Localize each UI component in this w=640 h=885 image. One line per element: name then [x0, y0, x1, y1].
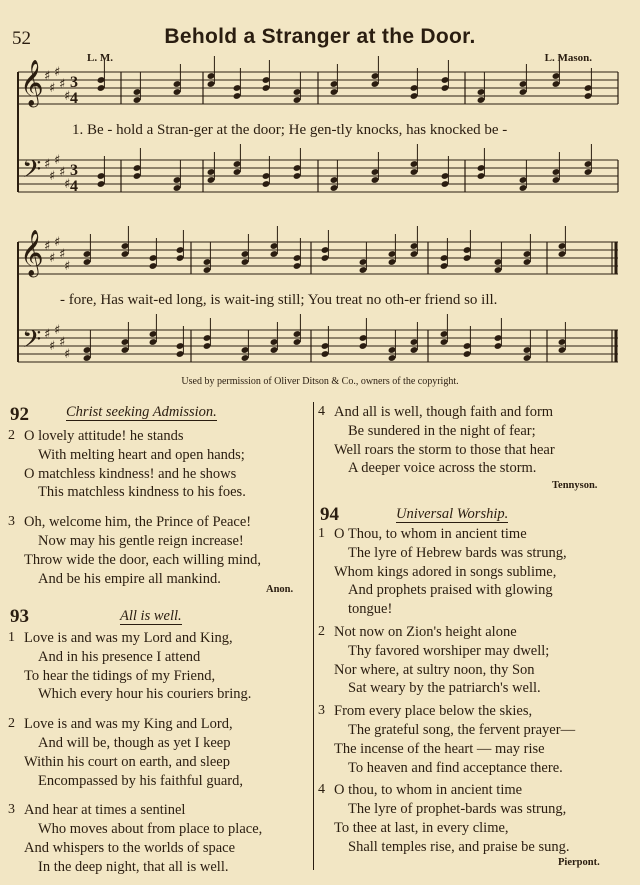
sharp-icon: ♯ [49, 339, 56, 354]
verse-line: Sat weary by the patriarch's well. [348, 680, 541, 697]
verse-line: Oh, welcome him, the Prince of Peace! [24, 514, 252, 531]
time-signature: 3 [70, 74, 78, 91]
hymn-title: Universal Worship. [396, 506, 509, 522]
sharp-icon: ♯ [49, 81, 56, 96]
hymn-tune-title: Behold a Stranger at the Door. [164, 25, 476, 48]
verse-line: Nor where, at sultry noon, thy Son [334, 661, 535, 678]
verse-line: Encompassed by his faithful guard, [38, 772, 243, 789]
verse-number: 3 [318, 703, 325, 719]
verse-number: 3 [8, 514, 15, 530]
sharp-icon: ♯ [54, 235, 61, 250]
sharp-icon: ♯ [44, 239, 51, 254]
sharp-icon: ♯ [59, 247, 66, 262]
verse-number: 2 [8, 428, 15, 443]
music-score [0, 0, 640, 400]
verse-line: To heaven and find acceptance there. [348, 759, 563, 776]
verse-number: 3 [8, 802, 15, 818]
verse-line: Whom kings adored in songs sublime, [334, 563, 557, 580]
hymn-author: Anon. [266, 584, 294, 595]
sharp-icon: ♯ [64, 89, 71, 104]
verse-number: 1 [318, 526, 325, 541]
verse-line: A deeper voice across the storm. [348, 460, 537, 477]
verse-number: 2 [8, 716, 15, 732]
verse-line: Love is and was my Lord and King, [24, 630, 233, 646]
verse-line: Which every hour his couriers bring. [38, 686, 252, 703]
verse-line: And be his empire all mankind. [38, 570, 221, 587]
verse-number: 4 [318, 782, 325, 798]
verse-line: And whispers to the worlds of space [24, 839, 236, 856]
hymn-number: 94 [320, 504, 339, 525]
sharp-icon: ♯ [44, 327, 51, 342]
hymn-number: 93 [10, 606, 29, 627]
verse-line: This matchless kindness to his foes. [38, 484, 246, 501]
time-signature: 4 [70, 90, 78, 107]
sharp-icon: ♯ [54, 65, 61, 80]
lyrics-line-2: - fore, Has wait-ed long, is wait-ing still; You treat no oth-er friend so ill. [60, 292, 498, 308]
verse-number: 1 [8, 630, 15, 645]
bass-clef: 𝄢 [22, 325, 42, 360]
sharp-icon: ♯ [64, 347, 71, 362]
verse-number: 2 [318, 624, 325, 639]
column-divider [313, 402, 314, 870]
verse-line: Not now on Zion's height alone [334, 624, 517, 640]
meter-label: L. M. [87, 52, 113, 64]
verse-line: The incense of the heart — may rise [334, 740, 545, 757]
verse-line: O Thou, to whom in ancient time [334, 526, 527, 542]
treble-clef: 𝄞 [20, 60, 44, 106]
verse-line: And will be, though as yet I keep [38, 734, 231, 751]
verse-line: In the deep night, that all is well. [38, 858, 229, 875]
sharp-icon: ♯ [59, 165, 66, 180]
verse-line: The lyre of Hebrew bards was strung, [348, 544, 567, 561]
sharp-icon: ♯ [59, 335, 66, 350]
sharp-icon: ♯ [49, 169, 56, 184]
verse-line: O lovely attitude! he stands [24, 428, 184, 444]
sharp-icon: ♯ [44, 157, 51, 172]
verse-line: Now may his gentle reign increase! [38, 532, 244, 549]
hymn-author: Pierpont. [558, 857, 600, 868]
sharp-icon: ♯ [59, 77, 66, 92]
time-signature: 4 [70, 178, 78, 195]
verse-line: Love is and was my King and Lord, [24, 716, 233, 733]
verse-number: 4 [318, 404, 325, 419]
verse-line: And all is well, though faith and form [334, 404, 554, 420]
verse-line: tongue! [348, 601, 393, 618]
verse-line: The grateful song, the fervent prayer— [348, 721, 576, 738]
lyrics-line-1: 1. Be - hold a Stran-ger at the door; He gen-tly knocks, has knocked be - [72, 122, 508, 138]
bass-clef: 𝄢 [22, 155, 42, 190]
sharp-icon: ♯ [49, 251, 56, 266]
verse-line: Thy favored worshiper may dwell; [348, 642, 550, 659]
page-number: 52 [12, 28, 31, 49]
verse-line: To hear the tidings of my Friend, [24, 667, 216, 684]
verse-line: And prophets praised with glowing [348, 582, 553, 599]
hymn-number: 92 [10, 404, 29, 425]
sharp-icon: ♯ [64, 177, 71, 192]
verse-line: Be sundered in the night of fear; [348, 422, 536, 439]
copyright-permission: Used by permission of Oliver Ditson & Co., owners of the copyright. [181, 376, 459, 387]
composer-label: L. Mason. [544, 52, 592, 64]
verse-line: Throw wide the door, each willing mind, [24, 551, 262, 568]
verse-line: To thee at last, in every clime, [334, 819, 509, 836]
verse-line: Within his court on earth, and sleep [24, 753, 230, 770]
verse-line: Shall temples rise, and praise be sung. [348, 838, 570, 855]
verse-line: O thou, to whom in ancient time [334, 782, 523, 799]
sharp-icon: ♯ [54, 153, 61, 168]
time-signature: 3 [70, 162, 78, 179]
verse-line: O matchless kindness! and he shows [24, 465, 237, 482]
verse-line: The lyre of prophet-bards was strung, [348, 801, 567, 818]
verse-line: Well roars the storm to those that hear [334, 441, 555, 458]
verse-line: And in his presence I attend [38, 648, 201, 665]
verse-line: From every place below the skies, [334, 703, 533, 720]
verse-line: And hear at times a sentinel [24, 802, 186, 819]
sharp-icon: ♯ [44, 69, 51, 84]
verse-line: Who moves about from place to place, [38, 821, 263, 838]
hymn-title: All is well. [120, 608, 182, 624]
hymn-author: Tennyson. [552, 480, 598, 491]
sharp-icon: ♯ [64, 259, 71, 274]
verse-line: With melting heart and open hands; [38, 446, 245, 463]
sharp-icon: ♯ [54, 323, 61, 338]
hymn-title: Christ seeking Admission. [66, 404, 217, 420]
treble-clef: 𝄞 [20, 230, 44, 276]
